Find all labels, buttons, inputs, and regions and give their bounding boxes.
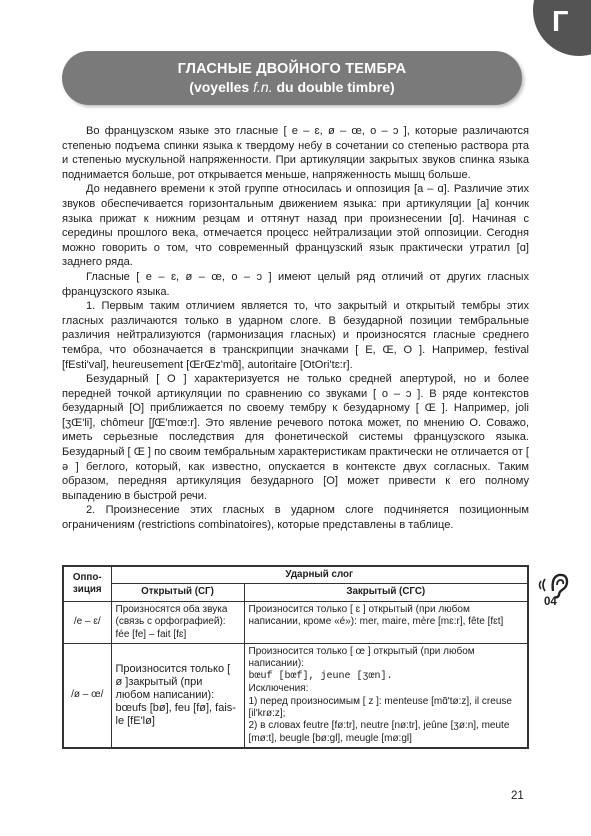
subtitle-abbrev: f.n. bbox=[253, 79, 273, 95]
section-letter: Г bbox=[552, 6, 569, 38]
page-number: 21 bbox=[511, 790, 524, 802]
exception-item: 2) в словах feutre [fø:tr], neutre [nø:tr], jeûne [ʒø:n], meute [mø:t], beugle [bø:gl], meugle [mø:gl] bbox=[248, 720, 510, 744]
exception-item: 1) перед произносимым [ z ]: menteuse [mɑ̃'tø:z], il creuse [il'krø:z]; bbox=[248, 695, 512, 720]
title-banner bbox=[62, 51, 522, 105]
paragraph: 2. Произнесение этих гласных в ударном слоге подчиняется позиционным ограничениям (restrictions combinatoires), которые представлены в таблице. bbox=[62, 504, 529, 532]
paragraph: 1. Первым таким отличием является то, что закрытый и открытый тембры этих гласных различаются только в ударном слоге. В безударной позиции тембральные различия нейтрализуются (гармонизация гласных) и произносятся гласные среднего тембра, что обозначается в транскрипции значками [ E, Œ, O ]. Например, festival [fEsti'val], heureusement [ŒrŒz'mɑ̃], autoritaire [OtOri'tɛ:r]. bbox=[62, 300, 529, 371]
paragraph: Во французском языке это гласные [ e – ɛ, ø – œ, o – ɔ ], которые различаются степенью подъема спинки языка к твердому небу в сочетании со степенью раствора рта и степенью мускульной напряженности. При артикуляции закрытых звуков спинка языка поднимается больше, рот открывается меньше, напряженность мышц больше. bbox=[62, 125, 529, 181]
subtitle-prefix: (voyelles bbox=[189, 79, 250, 95]
vowel-table bbox=[62, 565, 529, 749]
exceptions-label: Исключения: bbox=[248, 683, 309, 695]
closed-syllable-cell bbox=[244, 644, 528, 749]
subtitle-suffix: du double timbre) bbox=[276, 79, 395, 95]
paragraph: Безударный [ O ] характеризуется не только средней апертурой, но и более передней точкой артикуляции по сравнению со звуками [ o – ɔ ]. В ряде контекстов безударный [O] приближается по своему тембру к безударному [ Œ ]. Например, joli [ʒŒ'li], chômeur [ʃŒ'mœ:r]. Это явление речевого потока может, по мнению О. Соважо, иметь серьезные последствия для фонетической системы французского языка. Безударный [ Œ ] по своим тембральным характеристикам практически не отличается от [ ə ] беглого, который, как известно, опускается в контексте двух согласных. Таким образом, передняя артикуляция безударного [O] может привести к его полному выпадению в быстрой речи. bbox=[62, 373, 529, 502]
table-row bbox=[63, 644, 528, 749]
header-stressed-syllable: Ударный слог bbox=[111, 566, 528, 584]
table-row bbox=[63, 601, 528, 643]
header-opposition: Оппо-зиция bbox=[63, 566, 111, 601]
closed-rule: Произносится только [ œ ] открытый (при любом написании): bbox=[248, 646, 475, 670]
paragraph: Гласные [ e – ɛ, ø – œ, o – ɔ ] имеют целый ряд отличий от других гласных французского языка. bbox=[62, 270, 529, 298]
closed-example: bœuf [bœf], jeune [ʒœn]. bbox=[248, 670, 393, 682]
header-open-syllable: Открытый (СГ) bbox=[111, 584, 244, 601]
closed-syllable-cell: Произносится только [ ɛ ] открытый (при любом написании, кроме «é»): mer, maire, mère [mɛ:r], fête [fɛt] bbox=[244, 601, 528, 643]
page-title: ГЛАСНЫЕ ДВОЙНОГО ТЕМБРА bbox=[177, 61, 407, 77]
opposition-cell: /e – ɛ/ bbox=[63, 601, 111, 643]
open-syllable-cell: Произносятся оба звука (связь с орфографией): fée [fe] – fait [fɛ] bbox=[111, 601, 244, 643]
open-syllable-cell: Произносится только [ ø ]закрытый (при любом написании): bœufs [bø], feu [fø], fais-le [fE'lø] bbox=[111, 644, 244, 749]
audio-track-number: 04 bbox=[544, 596, 557, 608]
page-subtitle bbox=[62, 79, 522, 95]
opposition-cell: /ø – œ/ bbox=[63, 644, 111, 749]
paragraph: До недавнего времени к этой группе относилась и оппозиция [a – ɑ]. Различие этих звуков обеспечивается горизонтальным движением языка: при артикуляции [a] кончик языка прижат к нижним резцам и оттянут назад при произнесении [ɑ]. Начиная с середины прошлого века, отмечается процесс нейтрализации этой оппозиции. Сегодня можно говорить о том, что современный французский язык практически утратил [ɑ] заднего ряда. bbox=[62, 183, 529, 269]
header-closed-syllable: Закрытый (СГС) bbox=[244, 584, 528, 601]
body-text bbox=[62, 124, 529, 533]
